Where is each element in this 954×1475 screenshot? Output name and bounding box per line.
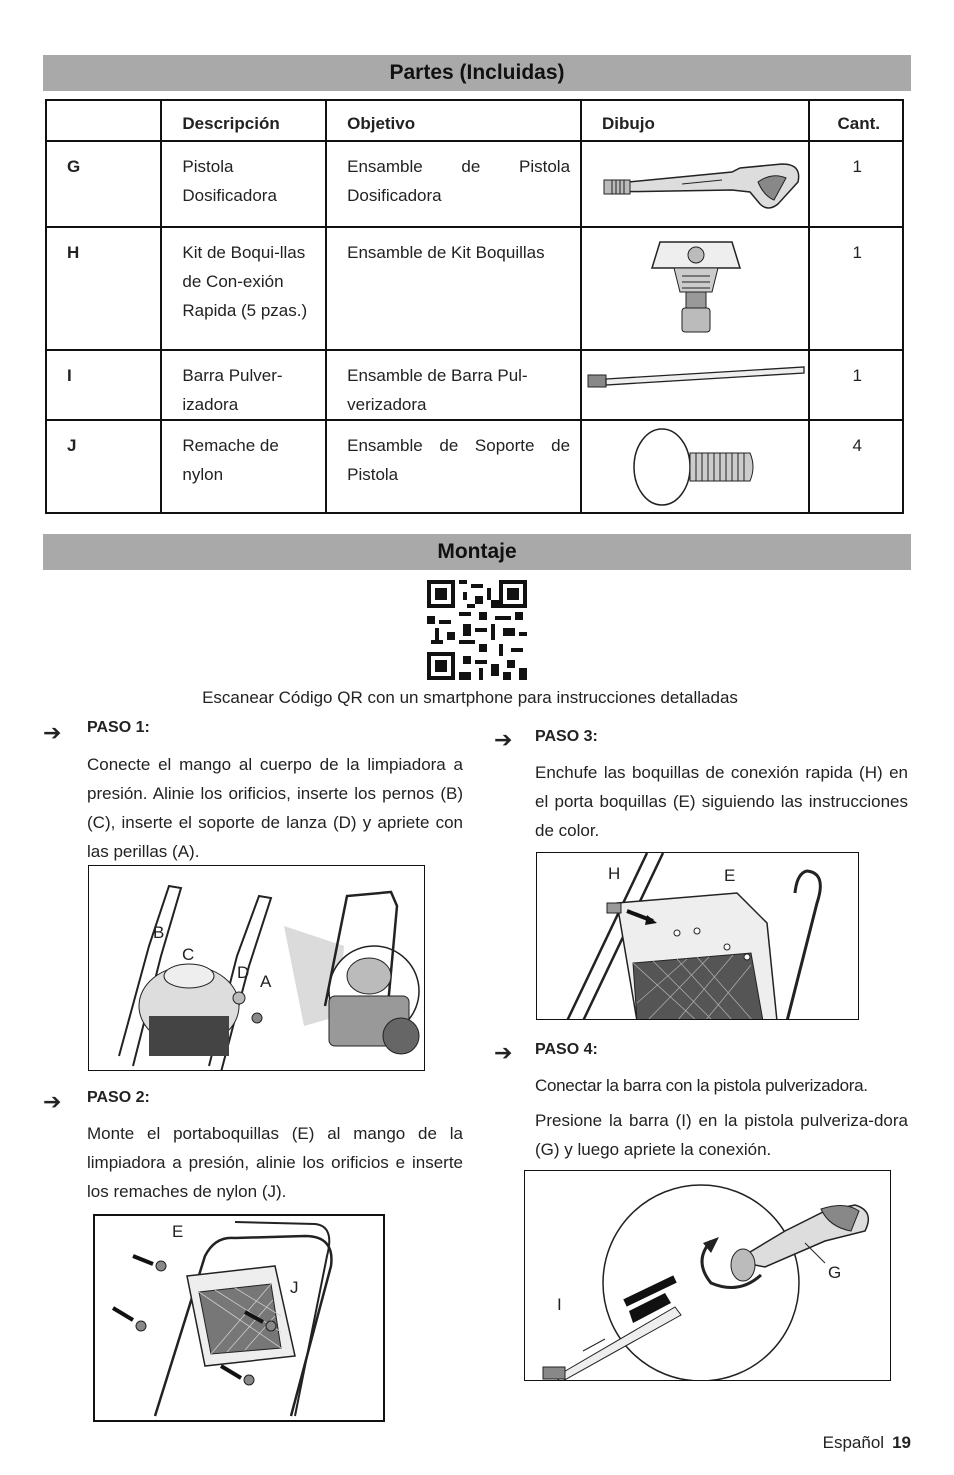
step-2-text: Monte el portaboquillas (E) al mango de la limpiadora a presión, alinie los orificios e inserte los remaches de nylon (J).	[87, 1124, 463, 1201]
part-qty: 4	[809, 420, 903, 513]
table-header: Descripción	[161, 100, 326, 141]
part-code: I	[46, 350, 161, 420]
part-drawing	[581, 420, 809, 513]
parts-table	[45, 99, 904, 514]
step-arrow-icon: ➔	[494, 727, 513, 752]
part-qty: 1	[809, 227, 903, 350]
part-qty: 1	[809, 141, 903, 227]
label-e: E	[724, 866, 736, 885]
label-h: H	[608, 864, 621, 883]
nozzle-icon	[582, 228, 808, 348]
part-code: G	[46, 141, 161, 227]
step-arrow-icon: ➔	[43, 1089, 62, 1114]
table-header-row	[46, 100, 903, 141]
step-1-title: PASO 1:	[87, 719, 150, 736]
step-1-text: Conecte el mango al cuerpo de la limpiadora a presión. Alinie los orificios, inserte los pernos (B) (C), inserte el soporte de lanza (D) y apriete con las perillas (A).	[87, 755, 463, 861]
qr-caption: Escanear Código QR con un smartphone para instrucciones detalladas	[202, 688, 738, 707]
part-drawing	[581, 141, 809, 227]
part-code: H	[46, 227, 161, 350]
table-header: Objetivo	[326, 100, 581, 141]
step-2-figure	[93, 1214, 385, 1422]
step-1-figure	[88, 865, 425, 1071]
step-2-title: PASO 2:	[87, 1089, 150, 1106]
step-4-figure	[524, 1170, 891, 1381]
step-arrow-icon: ➔	[494, 1040, 513, 1065]
label-g: G	[828, 1263, 842, 1282]
label-b: B	[153, 923, 165, 942]
label-a: A	[260, 972, 272, 991]
table-header: Dibujo	[581, 100, 809, 141]
nozzle-holder-illustration	[95, 1216, 385, 1422]
part-objective: Ensamble de Barra Pul-verizadora	[326, 350, 581, 420]
part-description: Remache de nylon	[161, 420, 326, 513]
step-3-text: Enchufe las boquillas de conexión rapida (H) en el porta boquillas (E) siguiendo las instrucciones de color.	[535, 763, 908, 840]
step-4-text-2: Presione la barra (I) en la pistola pulveriza-dora (G) y luego apriete la conexión.	[535, 1111, 908, 1159]
step-4-title: PASO 4:	[535, 1041, 598, 1058]
part-drawing	[581, 227, 809, 350]
part-objective: Ensamble de Kit Boquillas	[326, 227, 581, 350]
footer-language: Español	[822, 1433, 885, 1452]
spray-wand-icon	[582, 351, 808, 419]
part-objective: Ensamble de Pistola Dosificadora	[326, 141, 581, 227]
spray-gun-icon	[582, 142, 808, 226]
part-drawing	[581, 350, 809, 420]
table-header: Cant.	[809, 100, 903, 141]
step-3-title: PASO 3:	[535, 728, 598, 745]
part-code: J	[46, 420, 161, 513]
label-c: C	[182, 945, 195, 964]
label-j: J	[290, 1278, 299, 1297]
part-qty: 1	[809, 350, 903, 420]
qr-code-icon[interactable]	[427, 580, 527, 680]
assembly-section-title: Montaje	[43, 534, 911, 570]
step-4-text: Conectar la barra con la pistola pulverizadora.	[535, 1076, 868, 1095]
page-footer	[823, 1433, 911, 1453]
part-description: Kit de Boqui-llas de Con-exión Rapida (5 pzas.)	[161, 227, 326, 350]
step-3-figure	[536, 852, 859, 1020]
page-number: 19	[892, 1433, 911, 1452]
nylon-rivet-icon	[582, 421, 808, 511]
parts-section-title: Partes (Incluidas)	[43, 55, 911, 91]
step-arrow-icon: ➔	[43, 720, 62, 745]
label-i: I	[557, 1295, 562, 1314]
part-description: Pistola Dosificadora	[161, 141, 326, 227]
handle-assembly-illustration	[89, 866, 425, 1071]
table-row	[46, 141, 903, 227]
table-row	[46, 227, 903, 350]
table-row	[46, 420, 903, 513]
table-row	[46, 350, 903, 420]
nozzle-insertion-illustration	[537, 853, 859, 1020]
part-description: Barra Pulver-izadora	[161, 350, 326, 420]
label-e: E	[172, 1222, 184, 1241]
label-d: D	[237, 963, 250, 982]
part-objective: Ensamble de Soporte de Pistola	[326, 420, 581, 513]
table-header	[46, 100, 161, 141]
